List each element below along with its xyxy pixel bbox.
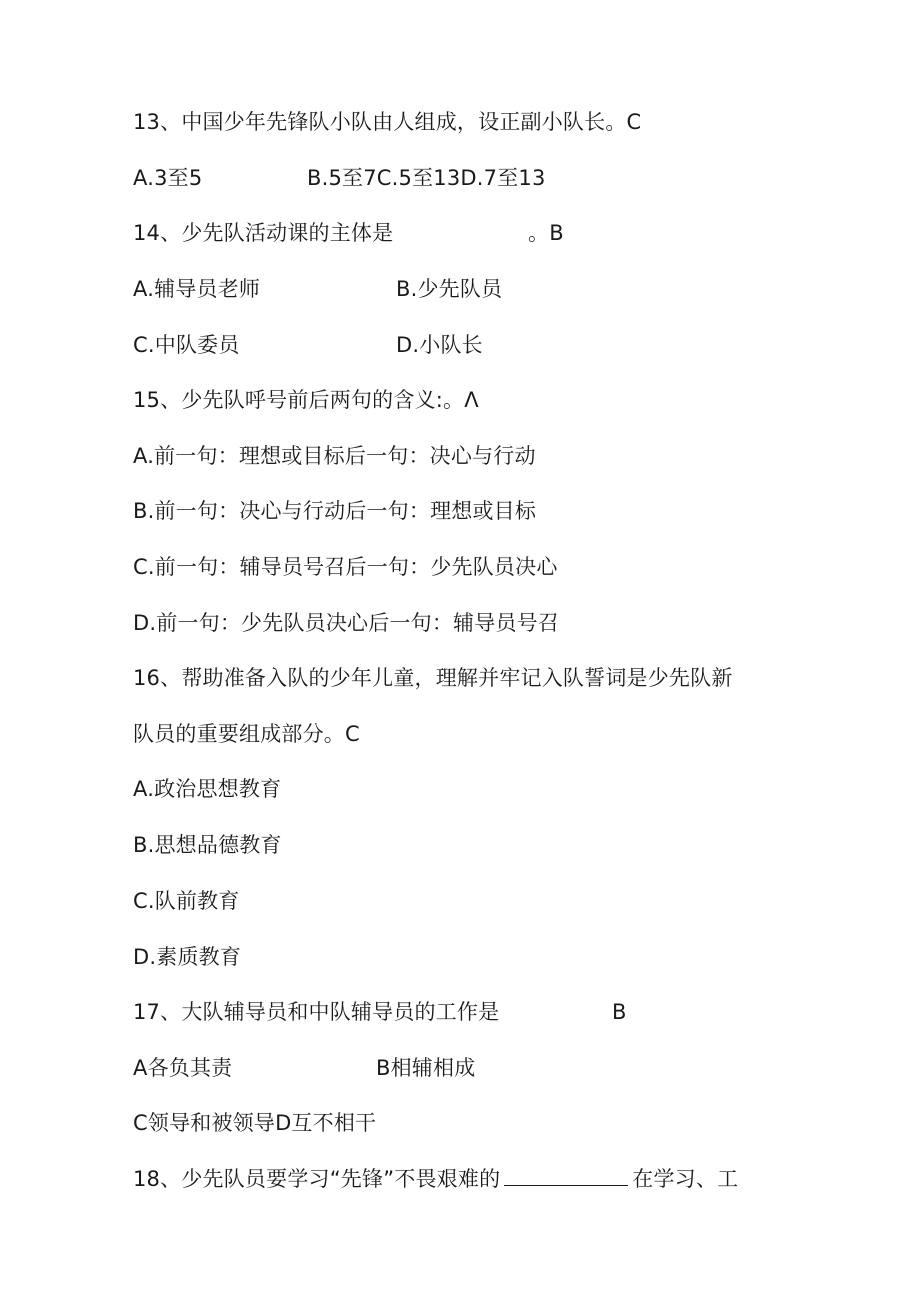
- q15-option-d: D.前一句：少先队员决心后一句：辅导员号召: [133, 611, 560, 635]
- q16-stem-line2: 队员的重要组成部分。C: [133, 722, 360, 746]
- q14-answer: 。B: [528, 221, 564, 245]
- q18-answer-blank: [504, 1165, 628, 1186]
- q16-option-c: C.队前教育: [133, 889, 240, 913]
- q18-stem-before: 18、少先队员要学习“先锋”不畏艰难的: [133, 1167, 501, 1191]
- q17-option-b: B相辅相成: [376, 1056, 476, 1080]
- q14-option-c: C.中队委员: [133, 333, 240, 357]
- q17-options-cd: C领导和被领导D互不相干: [133, 1111, 377, 1135]
- q17-answer: B: [612, 1000, 627, 1024]
- q15-stem: 15、少先队呼号前后两句的含义:。Λ: [133, 388, 479, 412]
- q16-option-a: A.政治思想教育: [133, 777, 282, 801]
- q16-stem-line1: 16、帮助准备入队的少年儿童，理解并牢记入队誓词是少先队新: [133, 666, 733, 690]
- q15-option-b: B.前一句：决心与行动后一句：理想或目标: [133, 499, 537, 523]
- q17-option-a: A各负其责: [133, 1056, 233, 1080]
- q18-stem-after: 在学习、工: [632, 1167, 739, 1191]
- q14-option-b: B.少先队员: [396, 277, 503, 301]
- q14-option-d: D.小队长: [396, 333, 483, 357]
- q16-option-b: B.思想品德教育: [133, 833, 282, 857]
- q15-option-c: C.前一句：辅导员号召后一句：少先队员决心: [133, 555, 558, 579]
- q14-option-a: A.辅导员老师: [133, 277, 261, 301]
- q13-stem: 13、中国少年先锋队小队由人组成，设正副小队长。C: [133, 110, 642, 134]
- q13-options-bcd: B.5至7C.5至13D.7至13: [307, 166, 546, 190]
- q17-stem: 17、大队辅导员和中队辅导员的工作是: [133, 1000, 500, 1024]
- q18-stem: [133, 1164, 738, 1194]
- q15-option-a: A.前一句：理想或目标后一句：决心与行动: [133, 444, 536, 468]
- q14-stem: 14、少先队活动课的主体是: [133, 221, 394, 245]
- q16-option-d: D.素质教育: [133, 945, 242, 969]
- q13-option-a: A.3至5: [133, 166, 203, 190]
